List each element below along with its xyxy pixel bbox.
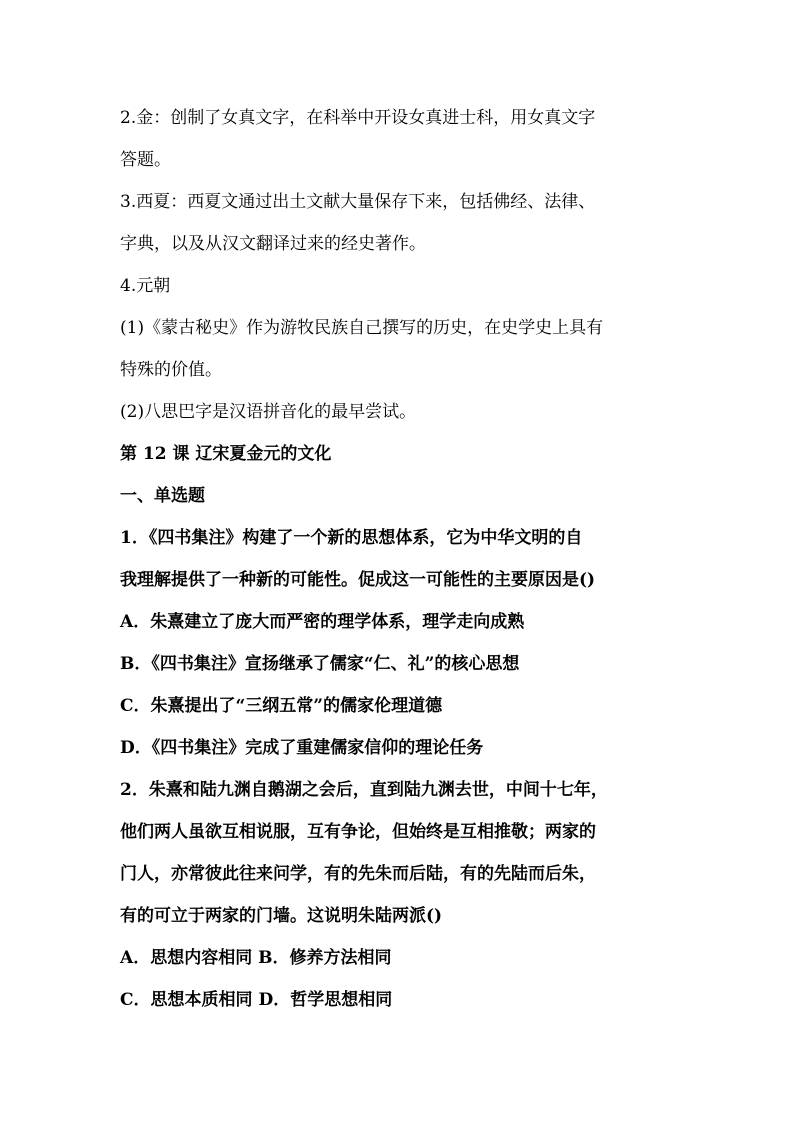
summary-yuan-heading: 4.元朝 [120, 276, 171, 296]
section-heading: 一、单选题 [120, 486, 205, 506]
summary-yuan-point-2: (2)八思巴字是汉语拼音化的最早尝试。 [120, 402, 417, 422]
lesson-title: 第 12 课 辽宋夏金元的文化 [120, 444, 332, 464]
question-1-stem-line-2: 我理解提供了一种新的可能性。促成这一可能性的主要原因是() [120, 570, 596, 590]
question-2-stem-line-4: 有的可立于两家的门墙。这说明朱陆两派() [120, 906, 443, 926]
question-2-options-line-1: A．思想内容相同 B．修养方法相同 [120, 948, 392, 968]
summary-jin-line-1: 2.金：创制了女真文字，在科举中开设女真进士科，用女真文字 [120, 108, 596, 128]
question-1-stem-line-1: 1．《四书集注》构建了一个新的思想体系，它为中华文明的自 [120, 528, 583, 548]
summary-jin-line-2: 答题。 [120, 150, 171, 170]
question-2-stem-line-1: 2．朱熹和陆九渊自鹅湖之会后，直到陆九渊去世，中间十七年， [120, 780, 608, 800]
question-1-option-d: D．《四书集注》完成了重建儒家信仰的理论任务 [120, 738, 484, 758]
question-1-option-a: A．朱熹建立了庞大而严密的理学体系，理学走向成熟 [120, 612, 525, 632]
summary-yuan-point-1-line-2: 特殊的价值。 [120, 360, 222, 380]
summary-xixia-line-2: 字典，以及从汉文翻译过来的经史著作。 [120, 234, 426, 254]
question-1-option-b: B．《四书集注》宣扬继承了儒家“仁、礼”的核心思想 [120, 654, 520, 674]
summary-xixia-line-1: 3.西夏：西夏文通过出土文献大量保存下来，包括佛经、法律、 [120, 192, 596, 212]
summary-yuan-point-1-line-1: (1)《蒙古秘史》作为游牧民族自己撰写的历史，在史学史上具有 [120, 318, 604, 338]
question-2-stem-line-2: 他们两人虽欲互相说服，互有争论，但始终是互相推敬；两家的 [120, 822, 596, 842]
question-2-stem-line-3: 门人，亦常彼此往来问学，有的先朱而后陆，有的先陆而后朱， [120, 864, 596, 884]
question-2-options-line-2: C．思想本质相同 D．哲学思想相同 [120, 990, 393, 1010]
question-1-option-c: C．朱熹提出了“三纲五常”的儒家伦理道德 [120, 696, 443, 716]
